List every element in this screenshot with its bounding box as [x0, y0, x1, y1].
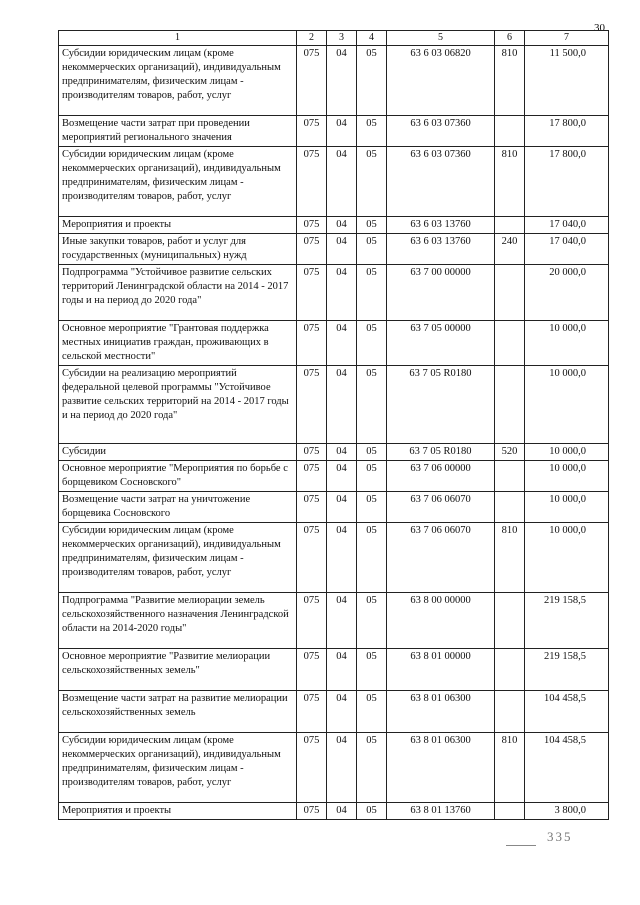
row-cell-c5: 63 6 03 07360 — [387, 116, 495, 147]
row-name-cell: Мероприятия и проекты — [59, 217, 297, 234]
column-header: 6 — [495, 31, 525, 46]
table-row — [59, 265, 609, 321]
row-cell-c2: 075 — [297, 116, 327, 147]
row-cell-c6 — [495, 649, 525, 691]
row-cell-c6 — [495, 803, 525, 820]
row-cell-c3: 04 — [327, 649, 357, 691]
row-cell-c6 — [495, 217, 525, 234]
row-cell-c7: 20 000,0 — [525, 265, 609, 321]
row-cell-c5: 63 8 01 06300 — [387, 733, 495, 803]
row-name-cell: Возмещение части затрат на развитие мелиорации сельскохозяйственных земель — [59, 691, 297, 733]
row-name-cell: Субсидии юридическим лицам (кроме некоммерческих организаций), индивидуальным предпринимателям, физическим лицам - производителям товаров, работ, услуг — [59, 523, 297, 593]
row-cell-c7: 17 040,0 — [525, 217, 609, 234]
row-cell-c6 — [495, 492, 525, 523]
row-cell-c4: 05 — [357, 523, 387, 593]
table-row — [59, 523, 609, 593]
row-cell-c3: 04 — [327, 234, 357, 265]
row-cell-c4: 05 — [357, 46, 387, 116]
row-cell-c3: 04 — [327, 803, 357, 820]
row-cell-c3: 04 — [327, 217, 357, 234]
table-row — [59, 461, 609, 492]
row-cell-c3: 04 — [327, 593, 357, 649]
table-header-row — [59, 31, 609, 46]
row-cell-c2: 075 — [297, 321, 327, 366]
row-cell-c2: 075 — [297, 147, 327, 217]
row-cell-c5: 63 7 06 06070 — [387, 523, 495, 593]
row-cell-c5: 63 8 01 06300 — [387, 691, 495, 733]
table-row — [59, 691, 609, 733]
row-cell-c5: 63 6 03 06820 — [387, 46, 495, 116]
column-header: 2 — [297, 31, 327, 46]
row-cell-c4: 05 — [357, 492, 387, 523]
table-row — [59, 217, 609, 234]
table-row — [59, 733, 609, 803]
row-cell-c7: 17 800,0 — [525, 116, 609, 147]
row-cell-c2: 075 — [297, 803, 327, 820]
row-cell-c2: 075 — [297, 234, 327, 265]
row-name-cell: Основное мероприятие "Мероприятия по борьбе с борщевиком Сосновского" — [59, 461, 297, 492]
row-cell-c4: 05 — [357, 691, 387, 733]
row-cell-c6 — [495, 265, 525, 321]
row-name-cell: Субсидии юридическим лицам (кроме некоммерческих организаций), индивидуальным предпринимателям, физическим лицам - производителям товаров, работ, услуг — [59, 46, 297, 116]
row-cell-c5: 63 7 05 R0180 — [387, 444, 495, 461]
row-cell-c2: 075 — [297, 523, 327, 593]
row-name-cell: Субсидии юридическим лицам (кроме некоммерческих организаций), индивидуальным предпринимателям, физическим лицам - производителям товаров, работ, услуг — [59, 733, 297, 803]
row-name-cell: Возмещение части затрат при проведении мероприятий регионального значения — [59, 116, 297, 147]
row-cell-c6 — [495, 116, 525, 147]
table-row — [59, 593, 609, 649]
row-cell-c3: 04 — [327, 691, 357, 733]
row-name-cell: Подпрограмма "Развитие мелиорации земель сельскохозяйственного назначения Ленинградской области на 2014-2020 годы" — [59, 593, 297, 649]
row-cell-c6: 810 — [495, 733, 525, 803]
row-name-cell: Основное мероприятие "Развитие мелиорации сельскохозяйственных земель" — [59, 649, 297, 691]
row-cell-c2: 075 — [297, 691, 327, 733]
row-name-cell: Субсидии на реализацию мероприятий федеральной целевой программы "Устойчивое развитие сельских территорий на 2014 - 2017 годы и на период до 2020 года" — [59, 366, 297, 444]
row-name-cell: Субсидии — [59, 444, 297, 461]
row-cell-c7: 10 000,0 — [525, 492, 609, 523]
row-cell-c6 — [495, 593, 525, 649]
row-name-cell: Иные закупки товаров, работ и услуг для государственных (муниципальных) нужд — [59, 234, 297, 265]
row-cell-c2: 075 — [297, 217, 327, 234]
row-cell-c3: 04 — [327, 444, 357, 461]
table-row — [59, 116, 609, 147]
row-cell-c5: 63 7 06 00000 — [387, 461, 495, 492]
row-name-cell: Подпрограмма "Устойчивое развитие сельских территорий Ленинградской области на 2014 - 2017 годы и на период до 2020 года" — [59, 265, 297, 321]
row-cell-c7: 219 158,5 — [525, 593, 609, 649]
row-cell-c5: 63 6 03 07360 — [387, 147, 495, 217]
table-row — [59, 321, 609, 366]
row-cell-c2: 075 — [297, 649, 327, 691]
row-cell-c7: 219 158,5 — [525, 649, 609, 691]
table-row — [59, 147, 609, 217]
row-cell-c4: 05 — [357, 593, 387, 649]
row-cell-c3: 04 — [327, 366, 357, 444]
row-cell-c5: 63 8 01 00000 — [387, 649, 495, 691]
row-cell-c7: 17 040,0 — [525, 234, 609, 265]
row-name-cell: Возмещение части затрат на уничтожение борщевика Сосновского — [59, 492, 297, 523]
row-cell-c3: 04 — [327, 46, 357, 116]
row-name-cell: Мероприятия и проекты — [59, 803, 297, 820]
row-cell-c6: 810 — [495, 147, 525, 217]
table-row — [59, 803, 609, 820]
row-cell-c6 — [495, 461, 525, 492]
row-cell-c3: 04 — [327, 321, 357, 366]
row-cell-c4: 05 — [357, 444, 387, 461]
row-cell-c7: 10 000,0 — [525, 461, 609, 492]
row-cell-c6 — [495, 366, 525, 444]
row-cell-c3: 04 — [327, 523, 357, 593]
column-header: 4 — [357, 31, 387, 46]
row-cell-c4: 05 — [357, 217, 387, 234]
row-cell-c5: 63 7 05 00000 — [387, 321, 495, 366]
row-cell-c6: 810 — [495, 46, 525, 116]
table-row — [59, 46, 609, 116]
row-cell-c2: 075 — [297, 366, 327, 444]
column-header: 7 — [525, 31, 609, 46]
row-cell-c2: 075 — [297, 492, 327, 523]
row-cell-c2: 075 — [297, 444, 327, 461]
column-header: 1 — [59, 31, 297, 46]
row-name-cell: Субсидии юридическим лицам (кроме некоммерческих организаций), индивидуальным предпринимателям, физическим лицам - производителям товаров, работ, услуг — [59, 147, 297, 217]
column-header: 5 — [387, 31, 495, 46]
row-cell-c6 — [495, 321, 525, 366]
row-cell-c7: 11 500,0 — [525, 46, 609, 116]
footer-line — [506, 845, 536, 846]
row-cell-c7: 104 458,5 — [525, 733, 609, 803]
row-name-cell: Основное мероприятие "Грантовая поддержка местных инициатив граждан, проживающих в сельской местности" — [59, 321, 297, 366]
column-header: 3 — [327, 31, 357, 46]
row-cell-c2: 075 — [297, 46, 327, 116]
table-row — [59, 366, 609, 444]
row-cell-c5: 63 7 00 00000 — [387, 265, 495, 321]
row-cell-c4: 05 — [357, 321, 387, 366]
row-cell-c2: 075 — [297, 733, 327, 803]
row-cell-c5: 63 6 03 13760 — [387, 234, 495, 265]
row-cell-c7: 10 000,0 — [525, 444, 609, 461]
row-cell-c5: 63 7 05 R0180 — [387, 366, 495, 444]
row-cell-c4: 05 — [357, 803, 387, 820]
row-cell-c4: 05 — [357, 265, 387, 321]
row-cell-c6 — [495, 691, 525, 733]
row-cell-c7: 3 800,0 — [525, 803, 609, 820]
row-cell-c3: 04 — [327, 461, 357, 492]
row-cell-c3: 04 — [327, 265, 357, 321]
row-cell-c5: 63 7 06 06070 — [387, 492, 495, 523]
row-cell-c7: 104 458,5 — [525, 691, 609, 733]
row-cell-c3: 04 — [327, 492, 357, 523]
row-cell-c5: 63 6 03 13760 — [387, 217, 495, 234]
row-cell-c4: 05 — [357, 461, 387, 492]
row-cell-c3: 04 — [327, 147, 357, 217]
row-cell-c4: 05 — [357, 116, 387, 147]
row-cell-c4: 05 — [357, 147, 387, 217]
table-row — [59, 444, 609, 461]
row-cell-c7: 10 000,0 — [525, 321, 609, 366]
table-row — [59, 492, 609, 523]
row-cell-c4: 05 — [357, 733, 387, 803]
row-cell-c2: 075 — [297, 265, 327, 321]
row-cell-c6: 240 — [495, 234, 525, 265]
row-cell-c4: 05 — [357, 234, 387, 265]
row-cell-c6: 520 — [495, 444, 525, 461]
budget-table — [58, 30, 609, 820]
footer-page-mark: 335 — [547, 829, 573, 844]
row-cell-c2: 075 — [297, 593, 327, 649]
row-cell-c3: 04 — [327, 116, 357, 147]
row-cell-c6: 810 — [495, 523, 525, 593]
row-cell-c2: 075 — [297, 461, 327, 492]
table-row — [59, 234, 609, 265]
row-cell-c7: 17 800,0 — [525, 147, 609, 217]
row-cell-c4: 05 — [357, 366, 387, 444]
row-cell-c5: 63 8 00 00000 — [387, 593, 495, 649]
table-row — [59, 649, 609, 691]
row-cell-c3: 04 — [327, 733, 357, 803]
row-cell-c5: 63 8 01 13760 — [387, 803, 495, 820]
row-cell-c4: 05 — [357, 649, 387, 691]
row-cell-c7: 10 000,0 — [525, 366, 609, 444]
page-number: 30 — [594, 22, 605, 34]
row-cell-c7: 10 000,0 — [525, 523, 609, 593]
